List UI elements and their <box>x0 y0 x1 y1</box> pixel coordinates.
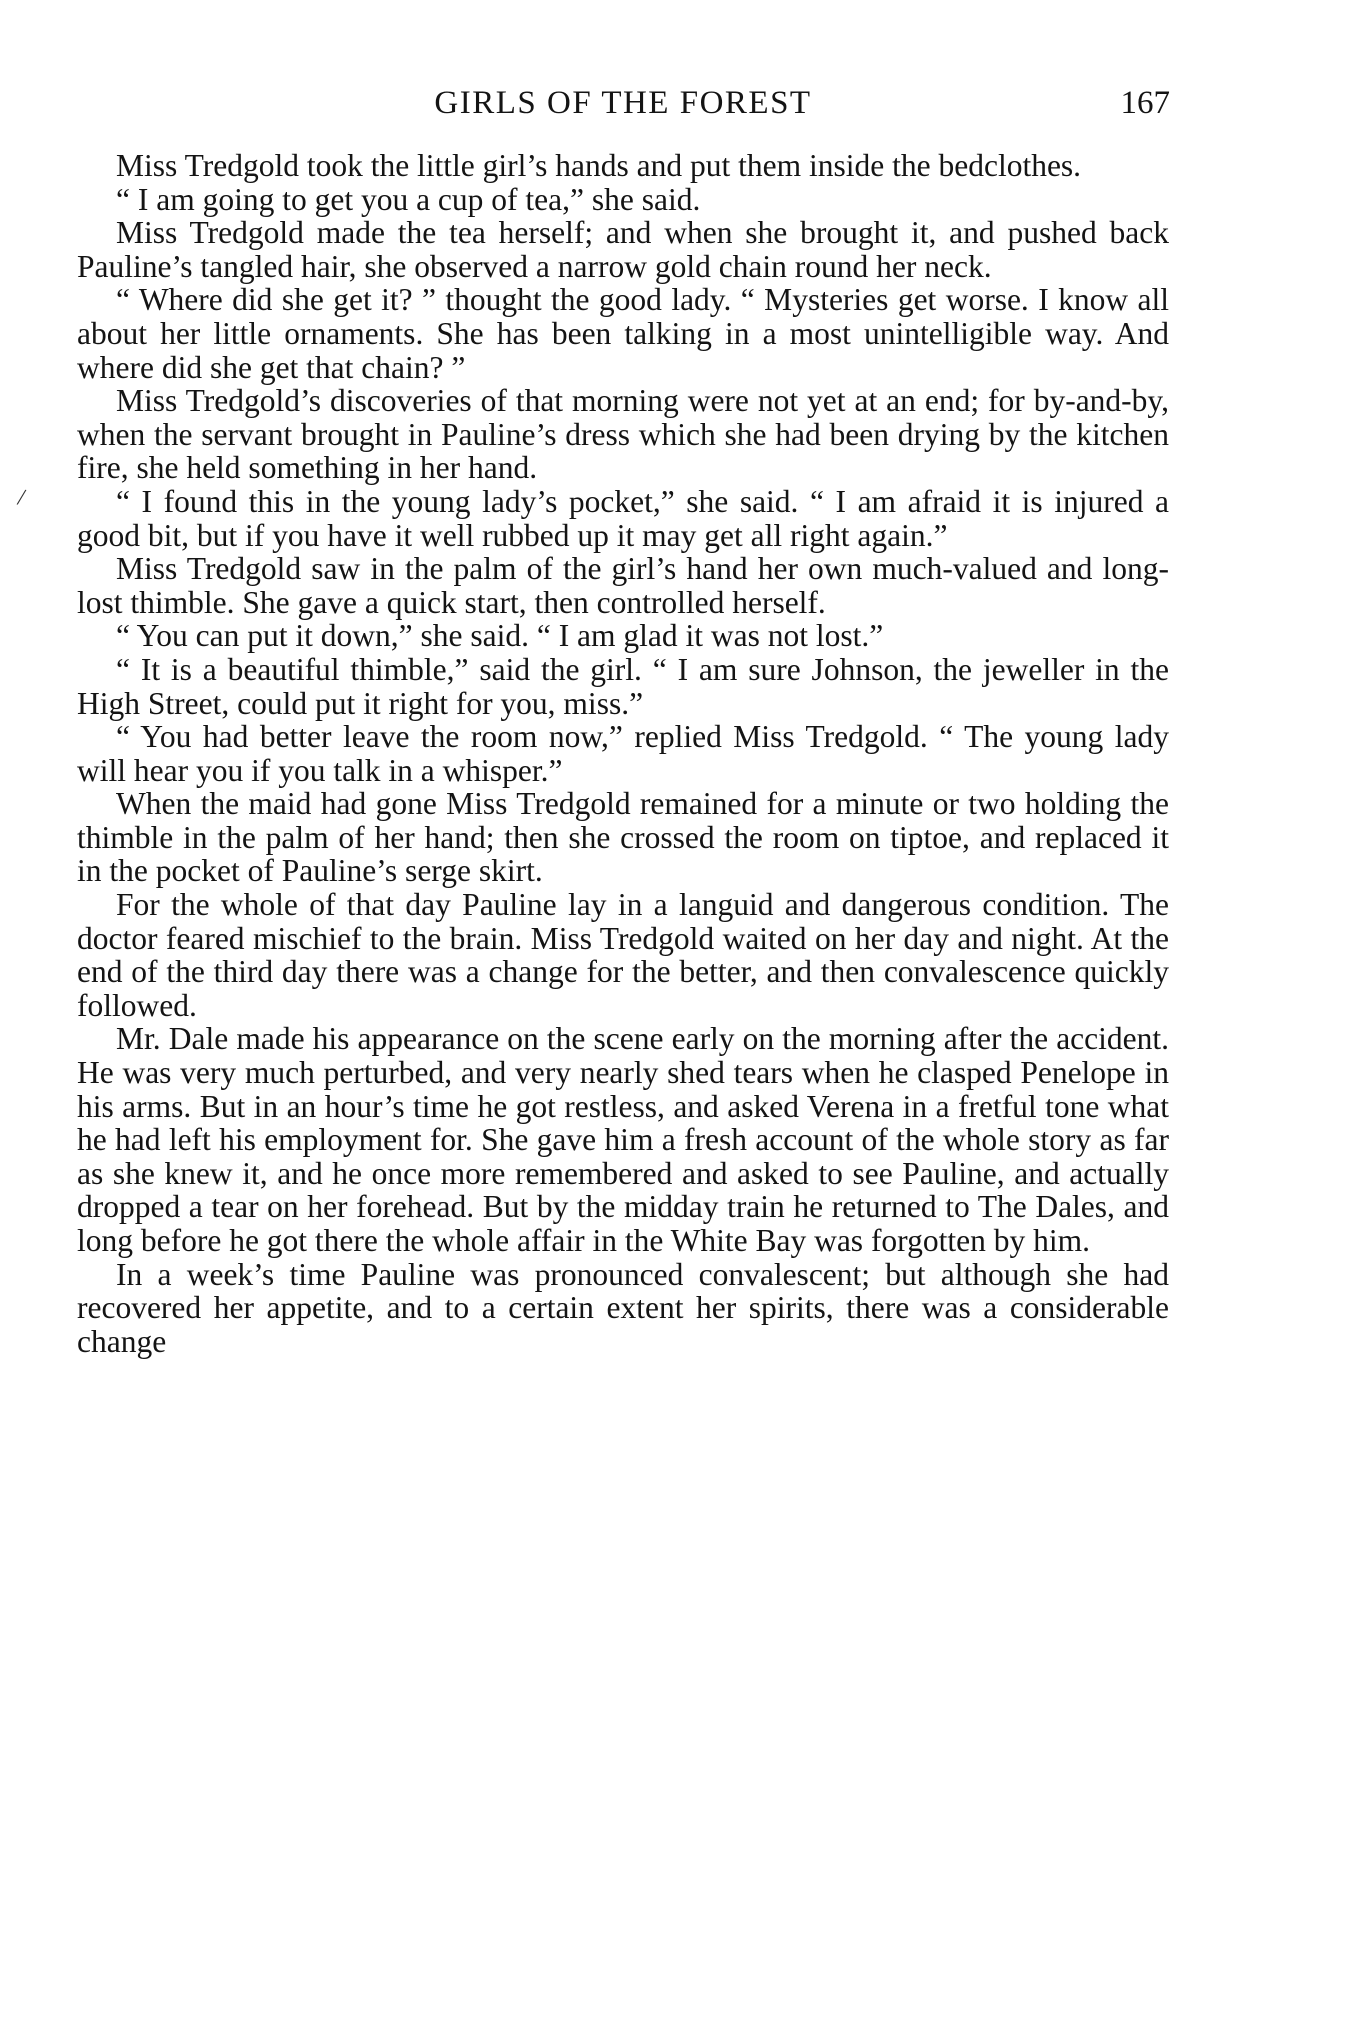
paragraph: When the maid had gone Miss Tredgold remained for a minute or two holding the thimble in the palm of her hand; then she crossed the room on tiptoe, and replaced it in the pocket of Pauline’s serge skirt. <box>77 786 1169 889</box>
paragraph: Miss Tredgold saw in the palm of the girl’s hand her own much-valued and long-lost thimble. She gave a quick start, then controlled herself. <box>77 551 1169 620</box>
paragraph: For the whole of that day Pauline lay in a languid and dangerous condition. The doctor feared mischief to the brain. Miss Tredgold waited on her day and night. At the end of the third day there was a change for the better, and then convalescence quickly followed. <box>77 887 1169 1023</box>
paragraph: In a week’s time Pauline was pronounced convalescent; but although she had recovered her appetite, and to a certain extent her spirits, there was a considerable change <box>77 1256 1169 1359</box>
paragraph: “ Where did she get it? ” thought the good lady. “ Mysteries get worse. I know all about her little ornaments. She has been talking in a most unintelligible way. And where did she get that chain? ” <box>77 282 1169 385</box>
paragraph: “ I found this in the young lady’s pocket,” she said. “ I am afraid it is injured a good bit, but if you have it well rubbed up it may get all right again.” <box>77 483 1169 553</box>
running-head <box>76 78 1170 128</box>
paragraph: Mr. Dale made his appearance on the scene early on the morning after the accident. He was very much perturbed, and very nearly shed tears when he clasped Penelope in his arms. But in an hour’s time he got restless, and asked Verena in a fretful tone what he had left his employment for. She gave him a fresh account of the whole story as far as she knew it, and he once more remembered and asked to see Pauline, and actually dropped a tear on her forehead. But by the midday train he returned to The Dales, and long before he got there the whole affair in the White Bay was forgotten by him. <box>77 1021 1169 1258</box>
running-title: GIRLS OF THE FOREST <box>434 85 812 121</box>
paragraph: Miss Tredgold took the little girl’s hands and put them inside the bedclothes. <box>116 148 1082 183</box>
margin-mark: / <box>15 484 28 512</box>
paragraph: Miss Tredgold’s discoveries of that morning were not yet at an end; for by-and-by, when the servant brought in Pauline’s dress which she had been drying by the kitchen fire, she held something in her hand. <box>77 383 1169 486</box>
paragraph: “ I am going to get you a cup of tea,” she said. <box>116 181 701 217</box>
paragraph: “ You can put it down,” she said. “ I am glad it was not lost.” <box>116 618 884 654</box>
paragraph: “ You had better leave the room now,” replied Miss Tredgold. “ The young lady will hear you if you talk in a whisper.” <box>77 719 1169 788</box>
page-number: 167 <box>1120 85 1170 121</box>
paragraph: Miss Tredgold made the tea herself; and when she brought it, and pushed back Pauline’s tangled hair, she observed a narrow gold chain round her neck. <box>77 215 1169 284</box>
paragraph: “ It is a beautiful thimble,” said the girl. “ I am sure Johnson, the jeweller in the High Street, could put it right for you, miss.” <box>77 651 1169 721</box>
body-text <box>77 149 1169 1358</box>
